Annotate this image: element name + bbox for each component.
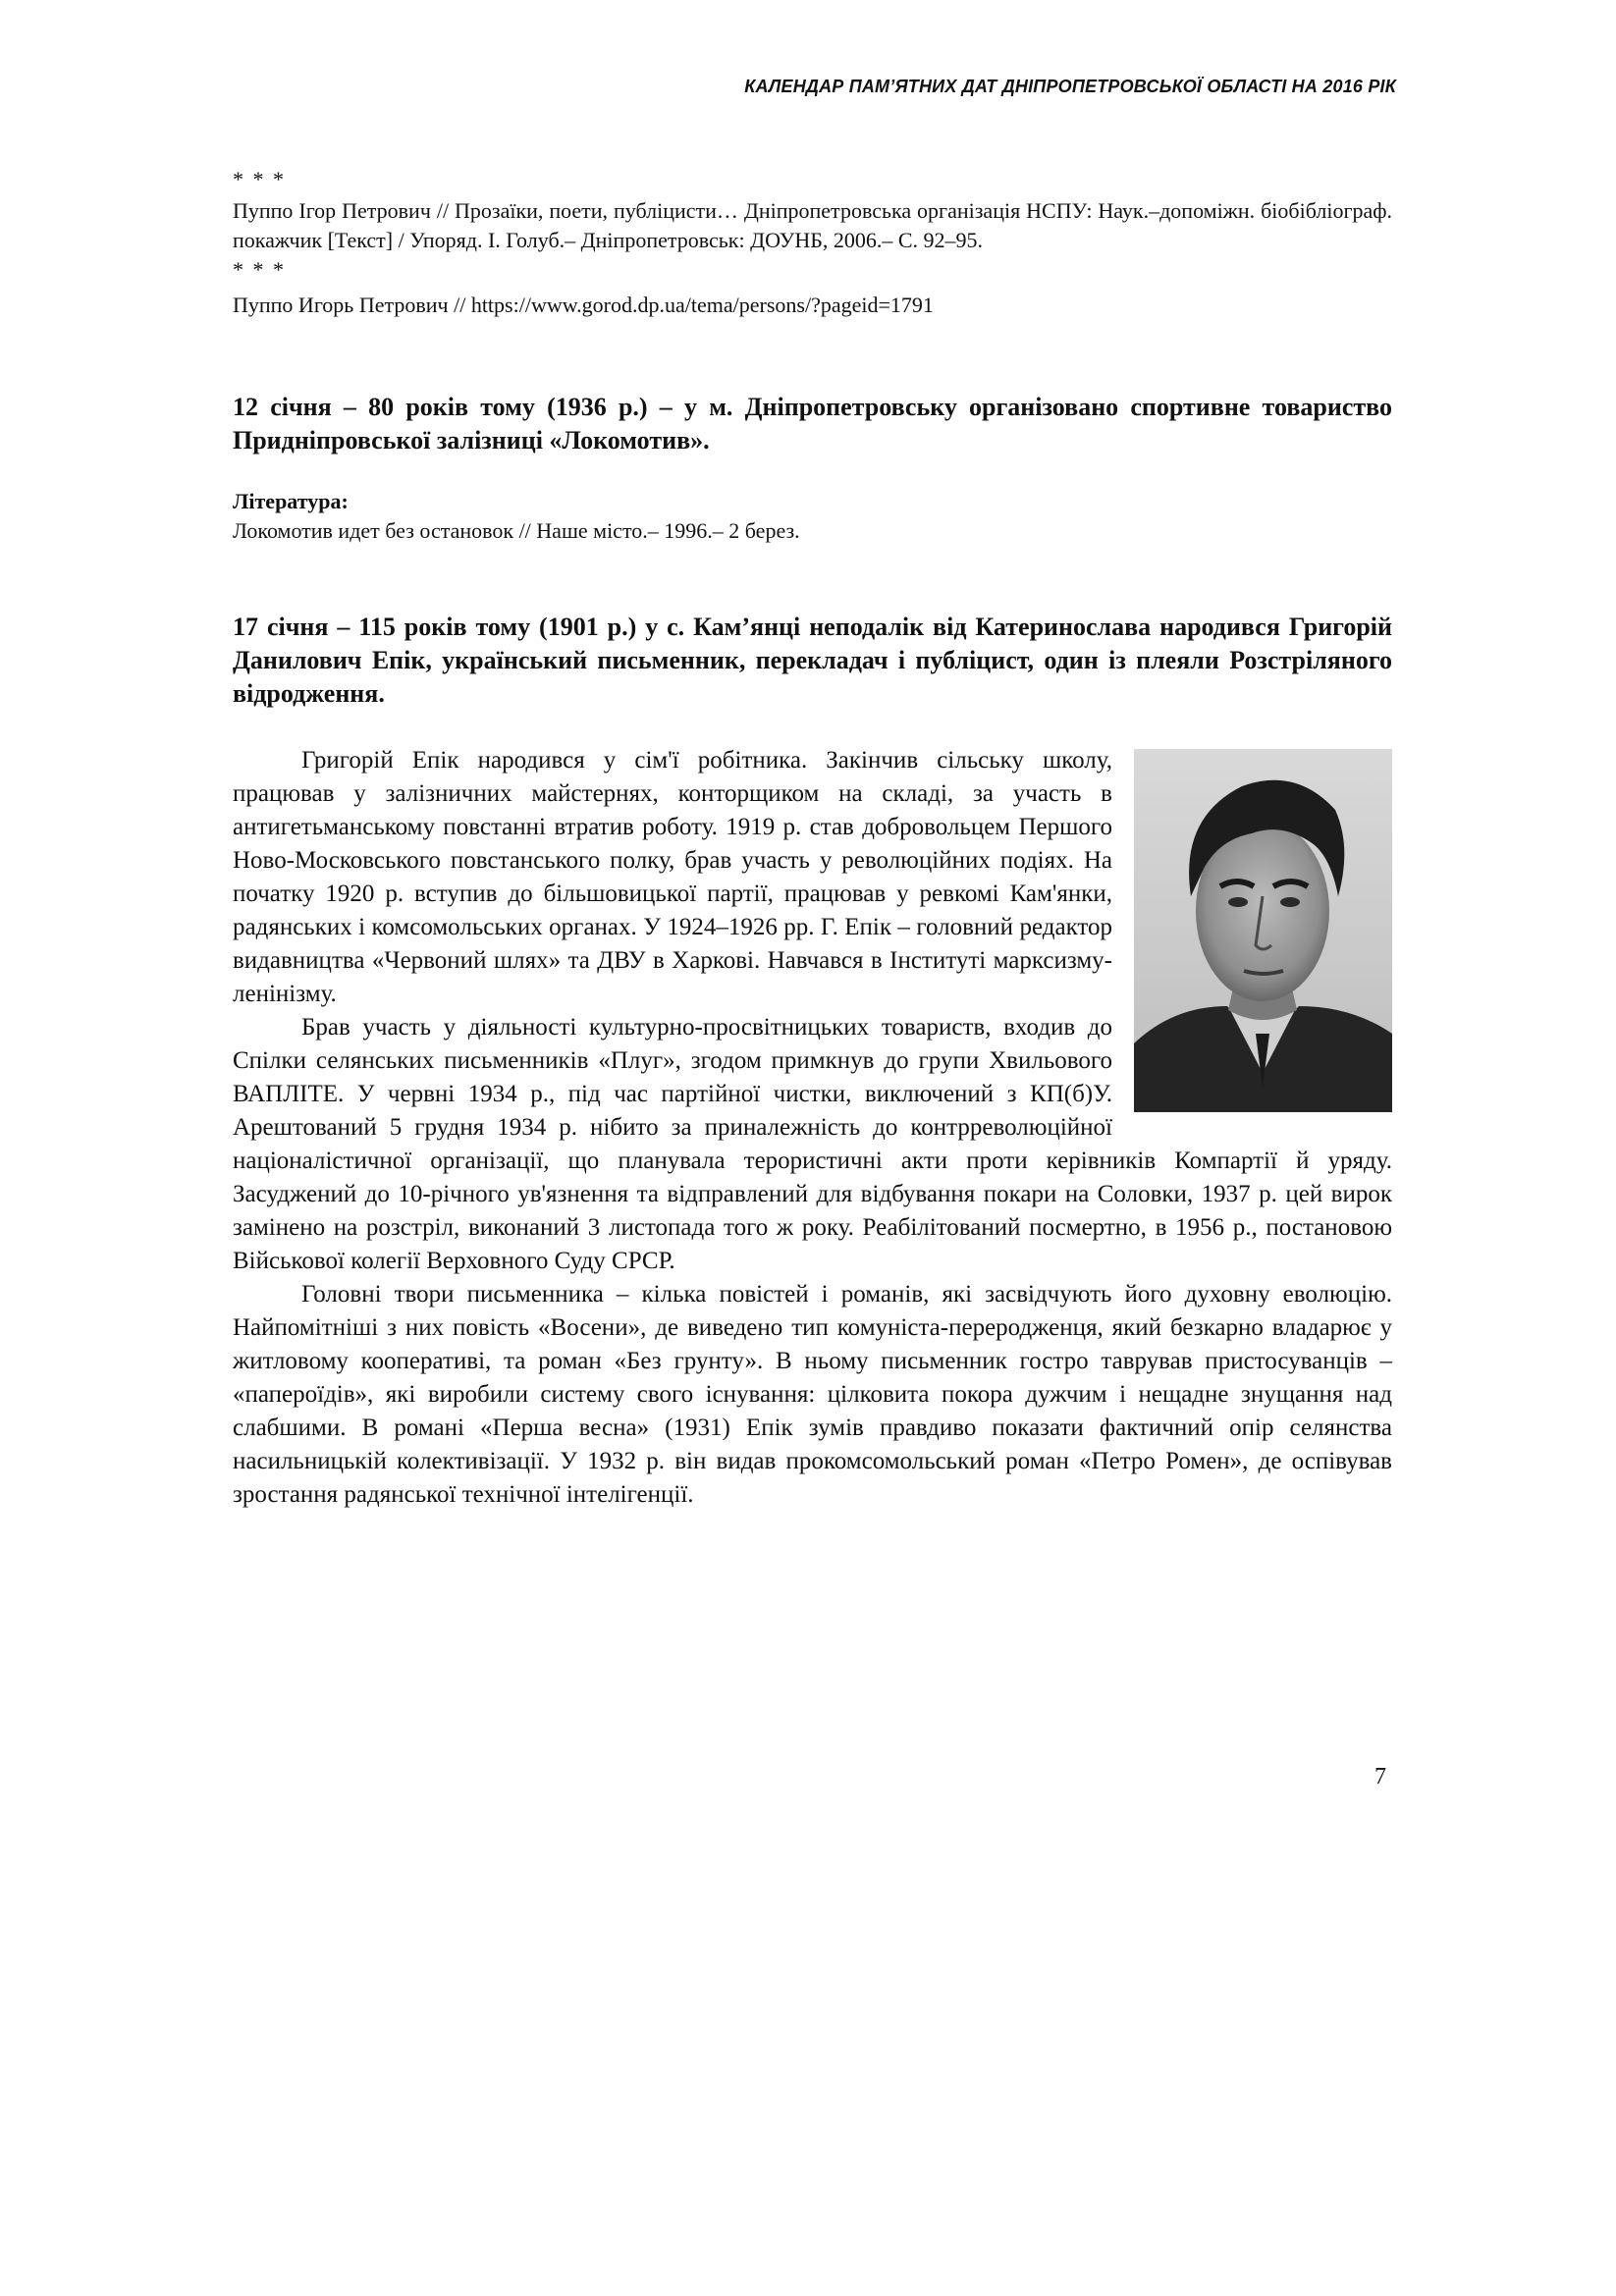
literature-item: Локомотив идет без остановок // Наше місто.– 1996.– 2 берез.: [233, 518, 800, 543]
entry-body: [233, 744, 1392, 1512]
bibliography-entry: Пуппо Ігор Петрович // Прозаїки, поети, публіцисти… Дніпропетровська організація НСПУ: Наук.–допоміжн. біобібліограф. покажчик [Текст] / Упоряд. І. Голуб.– Дніпропетровськ: ДОУНБ, 2006.– С. 92–95.: [233, 198, 1392, 252]
separator-stars: * * *: [233, 167, 286, 191]
entry-lokomotiv: [233, 391, 1392, 546]
entry-epik: [233, 611, 1392, 1512]
running-header: КАЛЕНДАР ПАМ’ЯТНИХ ДАТ ДНІПРОПЕТРОВСЬКОЇ ОБЛАСТІ НА 2016 РІК: [744, 77, 1396, 96]
paragraph: Григорій Епік народився у сім'ї робітника. Закінчив сільську школу, працював у залізничних майстернях, конторщиком на складі, за участь в антигетьманському повстанні втратив роботу. 1919 р. став добровольцем Першого Ново-Московського повстанського полку, брав участь у революційних подіях. На початку 1920 р. вступив до більшовицької партії, працював у ревкомі Кам'янки, радянських і комсомольських органах. У 1924–1926 рр. Г. Епік – головний редактор видавництва «Червоний шлях» та ДВУ в Харкові. Навчався в Інституті марксизму-ленінізму.: [233, 747, 1112, 1007]
paragraph: Брав участь у діяльності культурно-просвітницьких товариств, входив до Спілки селянських письменників «Плуг», згодом примкнув до групи Хвильового ВАПЛІТЕ. У червні 1934 р., під час партійної чистки, виключений з КП(б)У. Арештований 5 грудня 1934 р. нібито за приналежність до контрреволюційної націоналістичної організації, що планувала терористичні акти проти керівників Компартії й уряду. Засуджений до 10-річного ув'язнення та відправлений для відбування покари на Соловки, 1937 р. цей вирок замінено на розстріл, виконаний 3 листопада того ж року. Реабілітований посмертно, в 1956 р., постановою Військової колегії Верховного Суду СРСР.: [233, 1014, 1392, 1274]
portrait-photo: [1134, 749, 1392, 1112]
entry-title: 12 січня – 80 років тому (1936 р.) – у м. Дніпропетровську організовано спортивне товариство Придніпровської залізниці «Локомотив».: [233, 393, 1392, 454]
literature-heading: Література:: [233, 489, 349, 513]
page-number: 7: [1374, 1764, 1386, 1789]
page-content: [233, 169, 1392, 1512]
bibliography-entry: Пуппо Игорь Петрович // https://www.gorod.dp.ua/tema/persons/?pageid=1791: [233, 293, 934, 317]
bibliography-block: [233, 169, 1392, 320]
separator-stars: * * *: [233, 257, 286, 282]
entry-title: 17 січня – 115 років тому (1901 р.) у с. Кам’янці неподалік від Катеринослава народився Григорій Данилович Епік, український письменник, перекладач і публіцист, один із плеяли Розстріляного відродження.: [233, 613, 1392, 708]
paragraph: Головні твори письменника – кілька повістей і романів, які засвідчують його духовну еволюцію. Найпомітніші з них повість «Восени», де виведено тип комуніста-переродженця, який безкарно владарює у житловому кооперативі, та роман «Без грунту». В ньому письменник гостро таврував пристосуванців – «папероїдів», які виробили систему свого існування: цілковита покора дужчим і нещадне знущання над слабшими. В романі «Перша весна» (1931) Епік зумів правдиво показати фактичний опір селянства насильницькій колективізації. У 1932 р. він видав прокомсомольський роман «Петро Ромен», де оспівував зростання радянської технічної інтелігенції.: [233, 1281, 1392, 1508]
